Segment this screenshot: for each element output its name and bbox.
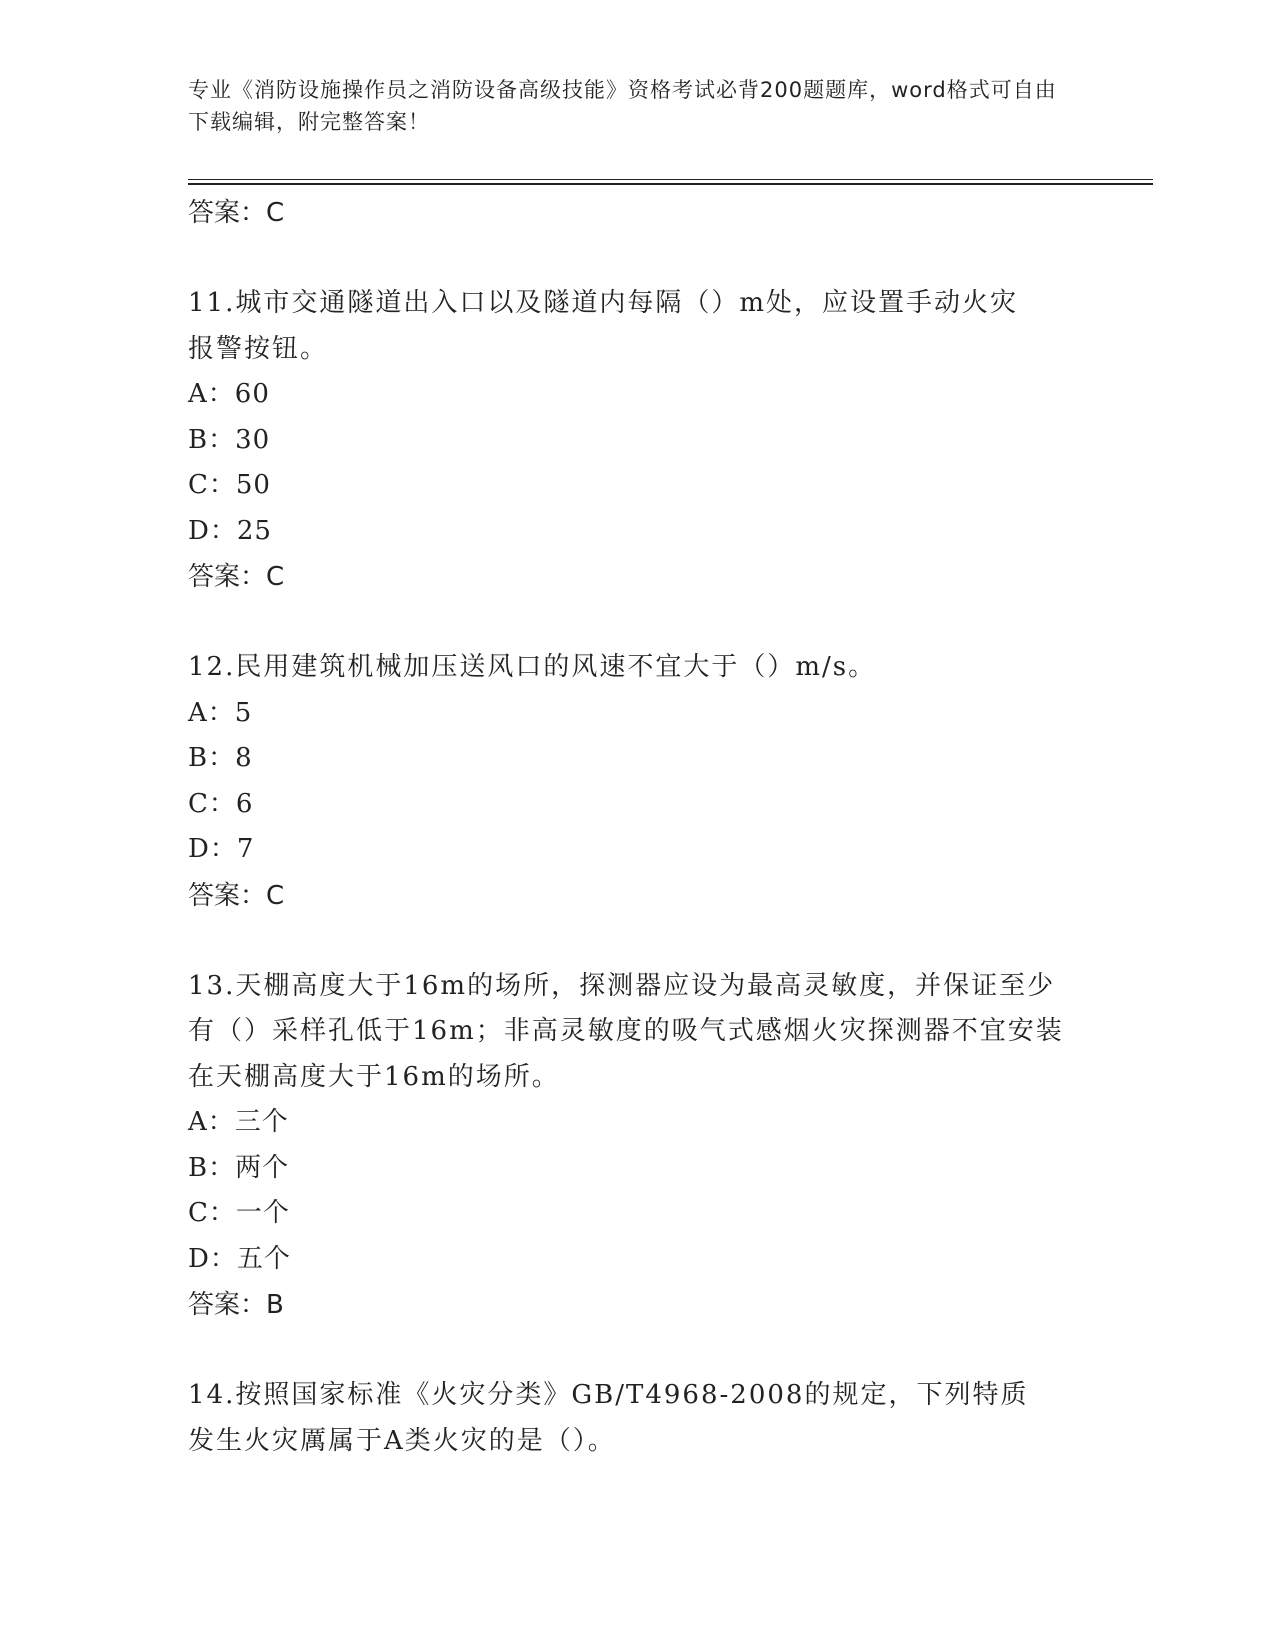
answer-line: 答案：B [188, 1290, 284, 1320]
question-block [188, 1373, 1088, 1464]
option-a: A：5 [188, 697, 253, 728]
question-stem: 14.按照国家标准《火灾分类》GB/T4968-2008的规定，下列特质发生火灾厲属于A类火灾的是（）。 [188, 1380, 1029, 1456]
option-a: A：60 [188, 379, 270, 409]
question-stem: 13.天棚高度大于16m的场所，探测器应设为最高灵敏度，并保证至少有（）采样孔低于16m；非高灵敏度的吸气式感烟火灾探测器不宜安装在天棚高度大于16m的场所。 [188, 970, 1064, 1092]
question-block [188, 964, 1088, 1329]
question-block [188, 281, 1088, 600]
answer-line: 答案：C [188, 198, 285, 228]
option-b: B：30 [188, 424, 271, 455]
header-divider [188, 179, 1153, 180]
option-c: C：50 [188, 470, 271, 500]
option-b: B：两个 [188, 1152, 290, 1183]
option-a: A：三个 [188, 1107, 289, 1137]
page-header: 专业《消防设施操作员之消防设备高级技能》资格考试必背200题题库，word格式可自由下载编辑，附完整答案！ [188, 78, 1057, 134]
option-d: D：五个 [188, 1243, 291, 1274]
header-divider-bold [188, 183, 1153, 185]
question-stem: 11.城市交通隧道出入口以及隧道内每隔（）m处，应设置手动火灾报警按钮。 [188, 288, 1019, 364]
answer-line: 答案：C [188, 880, 285, 911]
option-b: B：8 [188, 743, 253, 773]
option-c: C：一个 [188, 1198, 290, 1228]
option-c: C：6 [188, 788, 254, 819]
answer-line: 答案：C [188, 562, 285, 592]
question-block [188, 645, 1088, 919]
option-d: D：25 [188, 515, 272, 546]
option-d: D：7 [188, 834, 255, 864]
question-stem: 12.民用建筑机械加压送风口的风速不宜大于（）m/s。 [188, 652, 877, 682]
question-list [188, 190, 1088, 1464]
